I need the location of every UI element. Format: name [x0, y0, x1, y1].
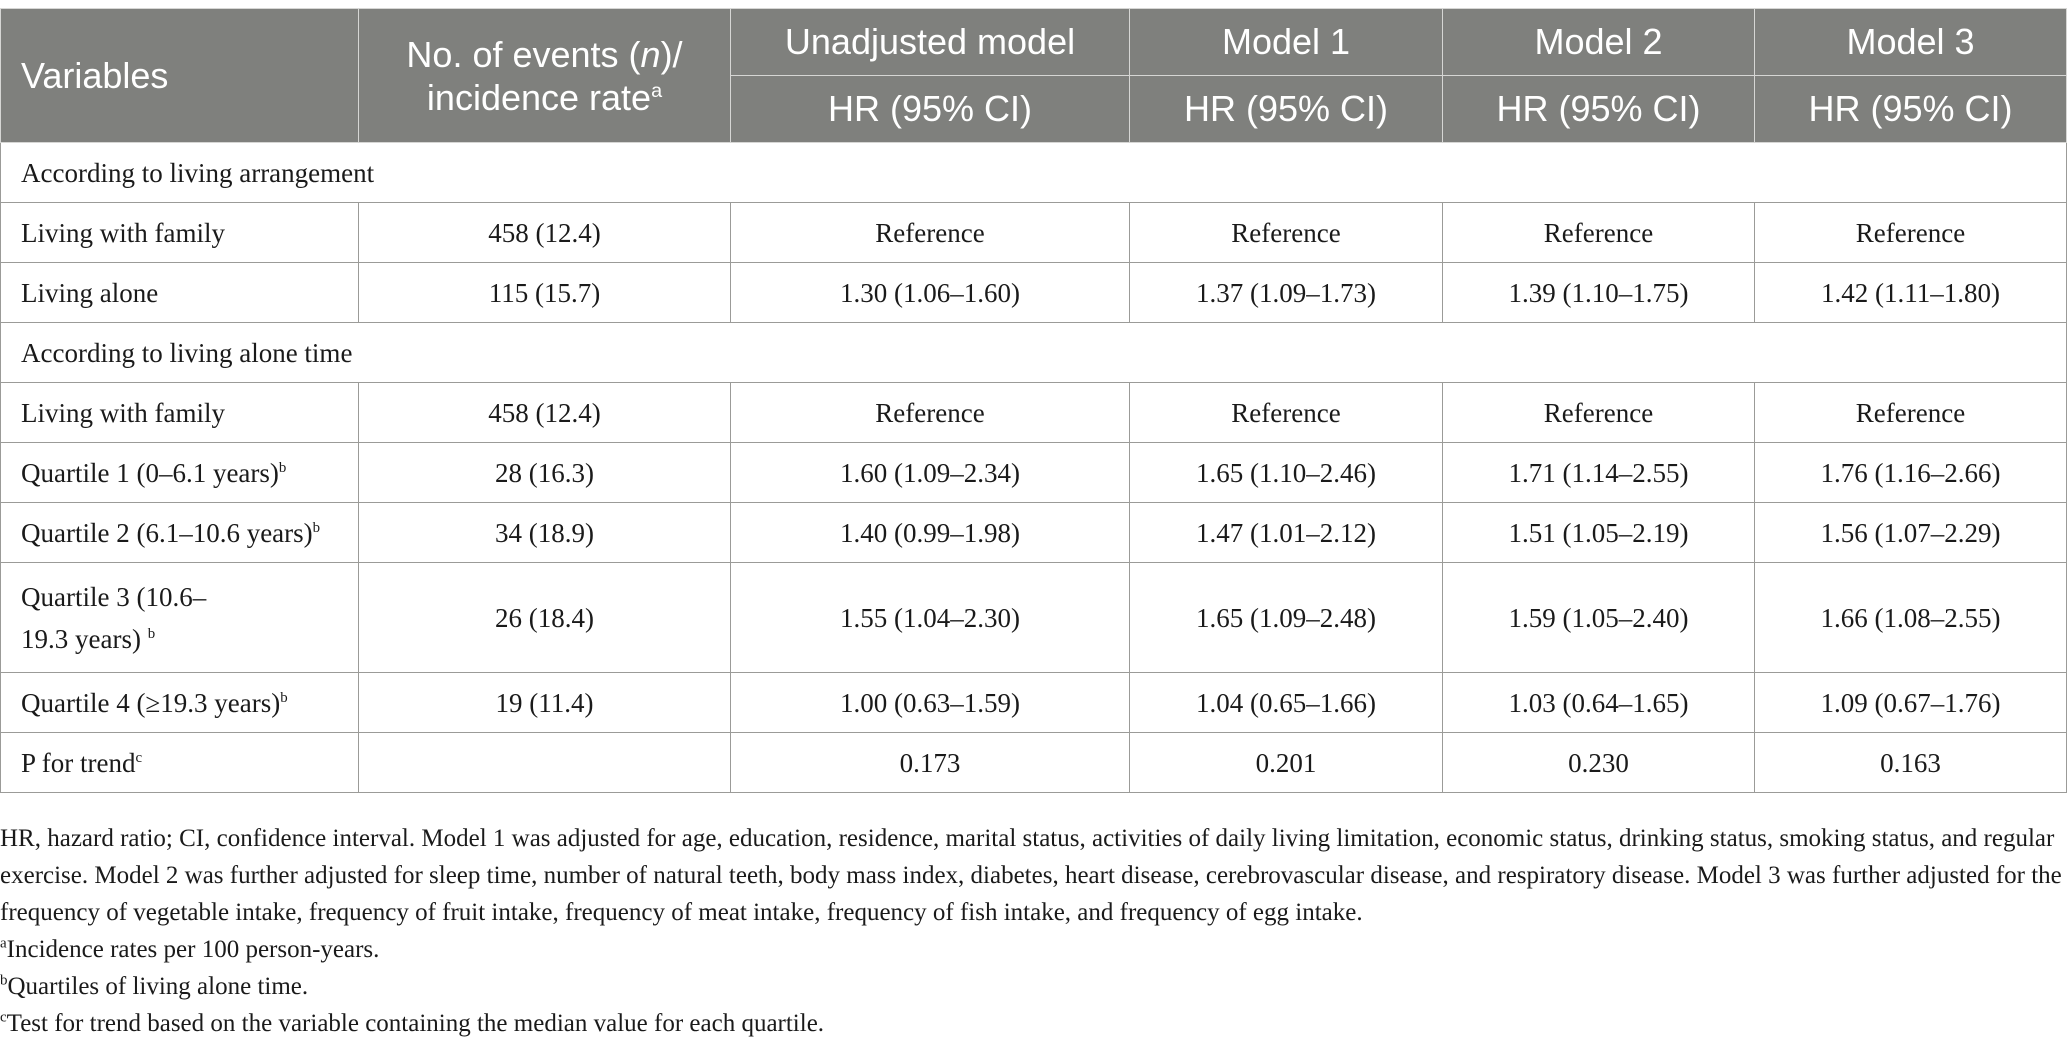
- hr-cell: 1.55 (1.04–2.30): [731, 563, 1130, 673]
- model-header-model3: Model 3: [1755, 9, 2067, 76]
- hr-ci-subheader: HR (95% CI): [1443, 76, 1755, 143]
- hr-cell: 1.51 (1.05–2.19): [1443, 503, 1755, 563]
- table-row: [1, 203, 2067, 263]
- table-row: [1, 503, 2067, 563]
- hr-cell: 1.60 (1.09–2.34): [731, 443, 1130, 503]
- results-table-container: [0, 8, 2066, 793]
- hr-cell: Reference: [1755, 203, 2067, 263]
- row-label: Living with family: [1, 203, 359, 263]
- hr-cell: 1.65 (1.10–2.46): [1130, 443, 1443, 503]
- hr-cell: 1.37 (1.09–1.73): [1130, 263, 1443, 323]
- row-label: P for trend$^c$: [1, 733, 359, 793]
- table-row: [1, 263, 2067, 323]
- hr-cell: 1.40 (0.99–1.98): [731, 503, 1130, 563]
- hr-ci-subheader: HR (95% CI): [1130, 76, 1443, 143]
- events-cell: 458 (12.4): [359, 203, 731, 263]
- model-header-model2: Model 2: [1443, 9, 1755, 76]
- footnote-mark: b: [280, 689, 288, 706]
- section-row: [1, 143, 2067, 203]
- table-row: [1, 443, 2067, 503]
- row-label: Quartile 3 (10.6– 19.3 years) $^b$: [1, 563, 359, 673]
- events-cell: 19 (11.4): [359, 673, 731, 733]
- model-header-model1: Model 1: [1130, 9, 1443, 76]
- hr-cell: 1.47 (1.01–2.12): [1130, 503, 1443, 563]
- section-title: According to living alone time: [1, 323, 2067, 383]
- footnote-mark: b: [312, 519, 321, 536]
- table-row: [1, 733, 2067, 793]
- events-cell: 28 (16.3): [359, 443, 731, 503]
- hr-cell: 0.230: [1443, 733, 1755, 793]
- section-row: [1, 323, 2067, 383]
- footnote: $^b$Quartiles of living alone time.: [0, 972, 309, 1000]
- hr-cell: 0.201: [1130, 733, 1443, 793]
- footnote: $^a$Incidence rates per 100 person-years.: [0, 935, 380, 963]
- table-row: [1, 673, 2067, 733]
- hr-cell: 1.59 (1.05–2.40): [1443, 563, 1755, 673]
- events-header: No. of events (n)/ incidence rate$^a$: [359, 9, 731, 143]
- footnote-mark: c: [135, 749, 143, 766]
- footnote-mark: b: [278, 459, 287, 476]
- row-label: Living alone: [1, 263, 359, 323]
- hr-cell: 1.30 (1.06–1.60): [731, 263, 1130, 323]
- hr-ci-subheader: HR (95% CI): [1755, 76, 2067, 143]
- hr-cell: 0.163: [1755, 733, 2067, 793]
- hr-cell: 1.66 (1.08–2.55): [1755, 563, 2067, 673]
- variables-header: Variables: [1, 9, 359, 143]
- hr-cell: Reference: [731, 383, 1130, 443]
- table-row: [1, 383, 2067, 443]
- table-header: [1, 9, 2067, 143]
- hr-cell: 1.00 (0.63–1.59): [731, 673, 1130, 733]
- hazard-ratio-table: [0, 8, 2067, 793]
- table-row: [1, 563, 2067, 673]
- footnote-mark: b: [147, 625, 156, 642]
- row-label: Quartile 4 (≥19.3 years)$^b$: [1, 673, 359, 733]
- hr-cell: Reference: [731, 203, 1130, 263]
- hr-cell: Reference: [1755, 383, 2067, 443]
- hr-cell: 1.42 (1.11–1.80): [1755, 263, 2067, 323]
- events-cell: [359, 733, 731, 793]
- section-title: According to living arrangement: [1, 143, 2067, 203]
- hr-ci-subheader: HR (95% CI): [731, 76, 1130, 143]
- events-cell: 458 (12.4): [359, 383, 731, 443]
- hr-cell: 1.76 (1.16–2.66): [1755, 443, 2067, 503]
- events-cell: 34 (18.9): [359, 503, 731, 563]
- hr-cell: 1.56 (1.07–2.29): [1755, 503, 2067, 563]
- hr-cell: Reference: [1130, 203, 1443, 263]
- hr-cell: Reference: [1130, 383, 1443, 443]
- hr-cell: 1.04 (0.65–1.66): [1130, 673, 1443, 733]
- hr-cell: 1.09 (0.67–1.76): [1755, 673, 2067, 733]
- row-label: Quartile 1 (0–6.1 years)$^b$: [1, 443, 359, 503]
- row-label: Living with family: [1, 383, 359, 443]
- hr-cell: 1.65 (1.09–2.48): [1130, 563, 1443, 673]
- model-header-unadjusted: Unadjusted model: [731, 9, 1130, 76]
- table-notes: [0, 820, 2066, 1042]
- row-label: Quartile 2 (6.1–10.6 years)$^b$: [1, 503, 359, 563]
- hr-cell: 1.39 (1.10–1.75): [1443, 263, 1755, 323]
- footnote: $^c$Test for trend based on the variable containing the median value for each quartile.: [0, 1009, 825, 1037]
- hr-cell: 0.173: [731, 733, 1130, 793]
- hr-cell: 1.03 (0.64–1.65): [1443, 673, 1755, 733]
- events-cell: 26 (18.4): [359, 563, 731, 673]
- hr-cell: Reference: [1443, 383, 1755, 443]
- table-body: [1, 143, 2067, 793]
- notes-main: HR, hazard ratio; CI, confidence interval. Model 1 was adjusted for age, education, residence, marital status, activities of daily living limitation, economic status, drinking status, smoking status, and regular exercise. Model 2 was further adjusted for sleep time, number of natural teeth, body mass index, diabetes, heart disease, cerebrovascular disease, and respiratory disease. Model 3 was further adjusted for the frequency of vegetable intake, frequency of fruit intake, frequency of meat intake, frequency of fish intake, and frequency of egg intake.: [0, 825, 2062, 926]
- hr-cell: Reference: [1443, 203, 1755, 263]
- events-cell: 115 (15.7): [359, 263, 731, 323]
- hr-cell: 1.71 (1.14–2.55): [1443, 443, 1755, 503]
